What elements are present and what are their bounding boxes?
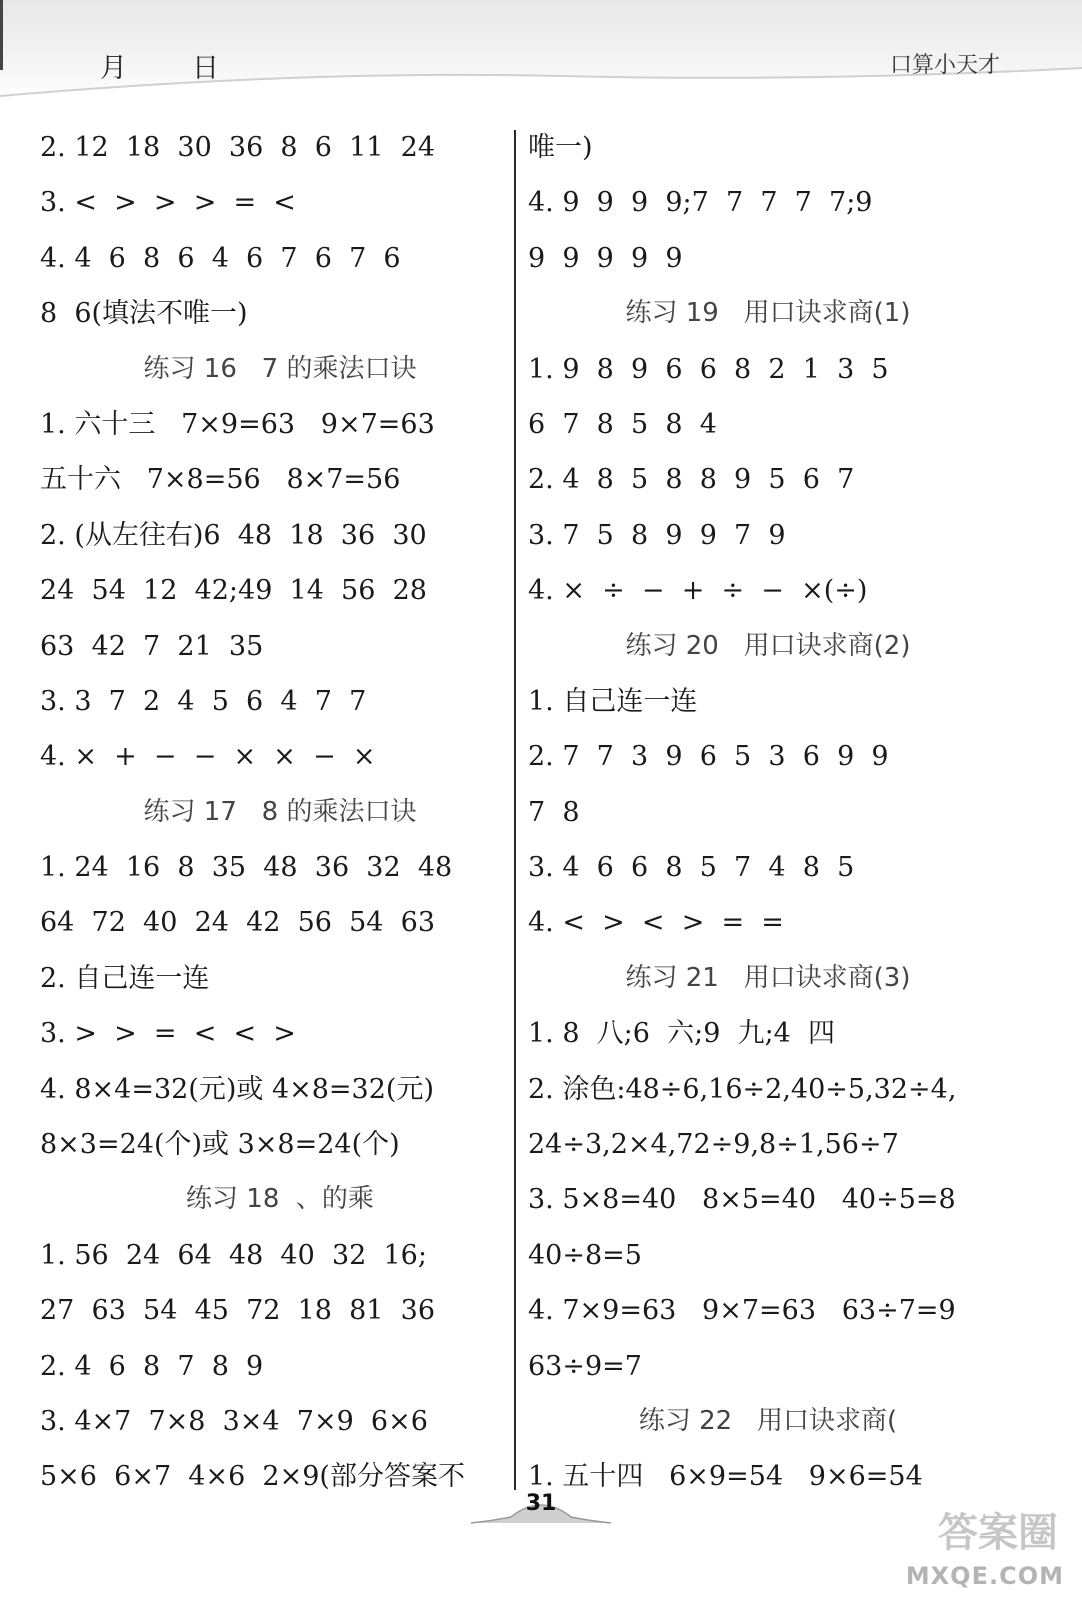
answer-line: 24÷3,2×4,72÷9,8÷1,56÷7: [528, 1129, 899, 1161]
answer-line: 6 7 8 5 8 4: [528, 408, 717, 440]
section-heading: 练习 16 7 的乘法口诀: [143, 353, 417, 384]
answer-line: 1. 六十三 7×9=63 9×7=63: [40, 408, 435, 440]
answer-line: 唯一): [528, 132, 593, 163]
answer-line: 8×3=24(个)或 3×8=24(个): [40, 1129, 400, 1161]
answer-line: 1. 自己连一连: [528, 685, 698, 717]
answer-line: 4. × ÷ − + ÷ − ×(÷): [528, 575, 868, 607]
answer-line: 2. 涂色:48÷6,16÷2,40÷5,32÷4,: [528, 1073, 957, 1105]
answer-line: 2. 4 8 5 8 8 9 5 6 7: [528, 464, 855, 496]
column-divider: [514, 130, 516, 1490]
page-number: 31: [525, 1491, 557, 1516]
page-header: [0, 0, 1082, 100]
answer-line: 4. 4 6 8 6 4 6 7 6 7 6: [40, 242, 401, 274]
section-heading: 练习 18 、的乘: [186, 1184, 374, 1215]
answer-line: 3. 7 5 8 9 9 7 9: [528, 519, 786, 551]
answer-line: 9 9 9 9 9: [528, 242, 683, 274]
watermark-top-text: 答案圈: [938, 1510, 1058, 1556]
answer-line: 5×6 6×7 4×6 2×9(部分答案不: [40, 1461, 465, 1493]
answer-line: 4. < > < > = =: [528, 907, 784, 939]
corner-mark: [0, 0, 3, 70]
answer-line: 2. 7 7 3 9 6 5 3 6 9 9: [528, 741, 889, 773]
answer-line: 2. 4 6 8 7 8 9: [40, 1350, 264, 1382]
section-heading: 练习 21 用口诀求商(3): [625, 962, 911, 993]
answer-line: 4. 9 9 9 9;7 7 7 7 7;9: [528, 187, 873, 219]
section-heading: 练习 22 用口诀求商(: [638, 1405, 898, 1436]
answer-line: 40÷8=5: [528, 1239, 642, 1271]
answer-line: 63÷9=7: [528, 1350, 642, 1382]
answer-line: 8 6(填法不唯一): [40, 298, 248, 330]
watermark-url-text: MXQE.COM: [905, 1562, 1064, 1590]
answer-line: 2. 12 18 30 36 8 6 11 24: [40, 132, 435, 163]
answer-line: 3. > > = < < >: [40, 1018, 296, 1050]
answer-line: 3. 5×8=40 8×5=40 40÷5=8: [528, 1184, 956, 1216]
answer-line: 五十六 7×8=56 8×7=56: [40, 464, 401, 496]
answer-line: 1. 24 16 8 35 48 36 32 48: [40, 852, 453, 884]
answer-line: 2. 自己连一连: [40, 962, 210, 994]
answer-line: 1. 56 24 64 48 40 32 16;: [40, 1239, 427, 1271]
left-column: [40, 120, 520, 1505]
answer-line: 4. 7×9=63 9×7=63 63÷7=9: [528, 1295, 956, 1327]
answer-line: 24 54 12 42;49 14 56 28: [40, 575, 427, 607]
section-heading: 练习 19 用口诀求商(1): [625, 298, 911, 329]
answer-line: 63 42 7 21 35: [40, 630, 264, 662]
right-column: [528, 120, 1008, 1505]
brand-label: 口算小天才: [889, 53, 1000, 78]
page-number-badge: [471, 1487, 611, 1533]
answer-line: 4. 8×4=32(元)或 4×8=32(元): [40, 1073, 434, 1105]
answer-line: 1. 8 八;6 六;9 九;4 四: [528, 1018, 836, 1050]
answer-line: 4. × + − − × × − ×: [40, 741, 376, 773]
answer-line: 27 63 54 45 72 18 81 36: [40, 1295, 436, 1327]
answer-line: 3. < > > > = <: [40, 187, 296, 219]
watermark-logo: [905, 1500, 1064, 1590]
day-label: 日: [192, 53, 219, 84]
answer-line: 1. 9 8 9 6 6 8 2 1 3 5: [528, 353, 889, 385]
section-heading: 练习 17 8 的乘法口诀: [143, 796, 417, 827]
answer-line: 2. (从左往右)6 48 18 36 30: [40, 519, 427, 551]
section-heading: 练习 20 用口诀求商(2): [625, 630, 911, 661]
answer-line: 64 72 40 24 42 56 54 63: [40, 907, 436, 939]
month-label: 月: [100, 53, 127, 84]
answer-line: 3. 3 7 2 4 5 6 4 7 7: [40, 685, 367, 717]
answer-line: 7 8: [528, 796, 580, 828]
answer-line: 3. 4×7 7×8 3×4 7×9 6×6: [40, 1405, 428, 1437]
answer-line: 1. 五十四 6×9=54 9×6=54: [528, 1461, 923, 1493]
answer-line: 3. 4 6 6 8 5 7 4 8 5: [528, 852, 855, 884]
